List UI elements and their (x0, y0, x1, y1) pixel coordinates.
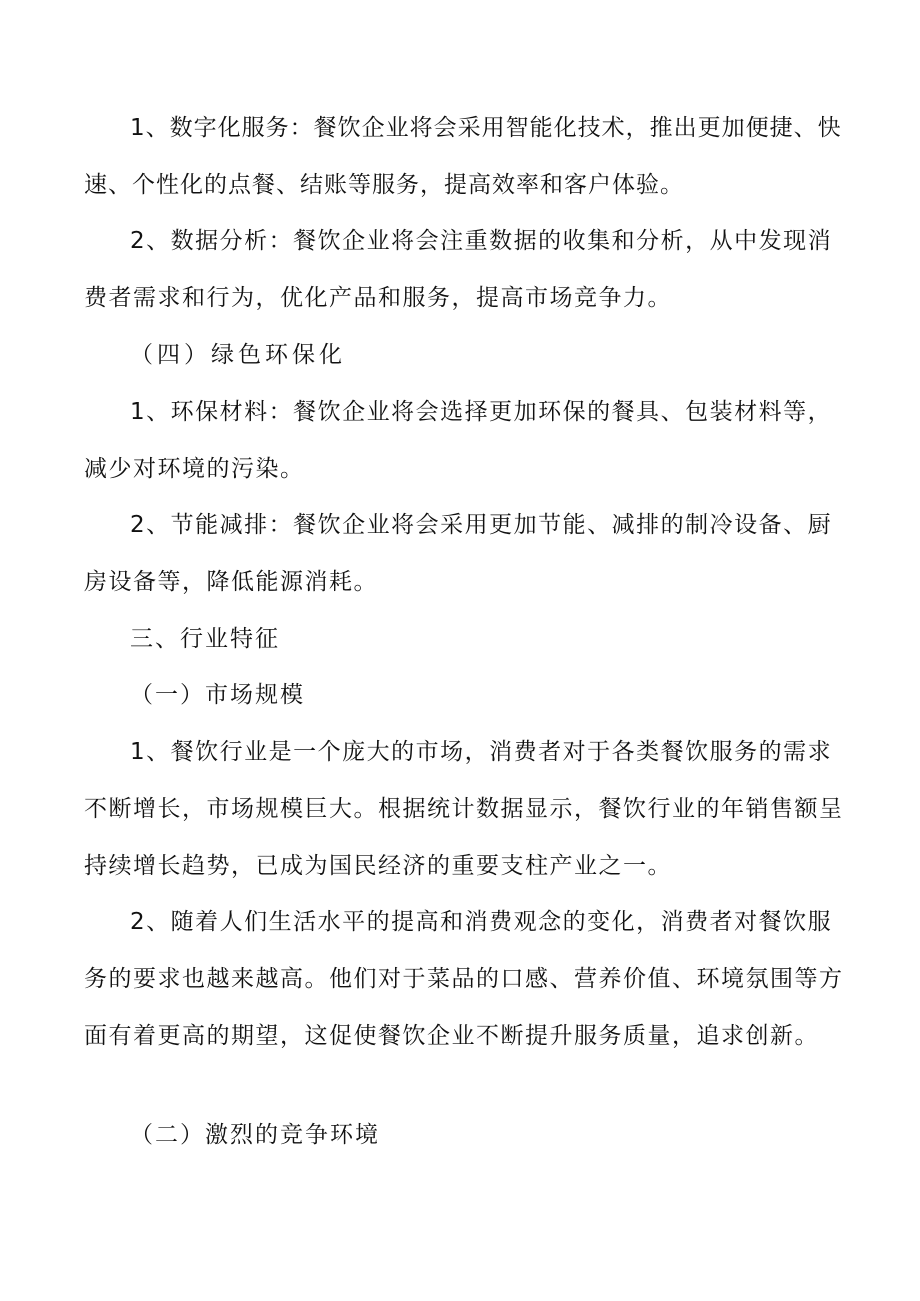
section-heading-industry-features: 三、行业特征 (130, 626, 280, 652)
paragraph-data-analysis: 2、数据分析：餐饮企业将会注重数据的收集和分析，从中发现消费者需求和行为，优化产品和服务，提高市场竞争力。 (84, 228, 833, 311)
paragraph-energy-saving: 2、节能减排：餐饮企业将会采用更加节能、减排的制冷设备、厨房设备等，降低能源消耗。 (84, 512, 833, 595)
paragraph-eco-materials: 1、环保材料：餐饮企业将会选择更加环保的餐具、包装材料等，减少对环境的污染。 (84, 399, 833, 482)
paragraph-market-huge: 1、餐饮行业是一个庞大的市场，消费者对于各类餐饮服务的需求不断增长，市场规模巨大。根据统计数据显示，餐饮行业的年销售额呈持续增长趋势，已成为国民经济的重要支柱产业之一。 (84, 739, 844, 879)
subheading-fierce-competition: （二）激烈的竞争环境 (130, 1122, 380, 1148)
subheading-market-size: （一）市场规模 (130, 682, 305, 708)
paragraph-digital-service: 1、数字化服务：餐饮企业将会采用智能化技术，推出更加便捷、快速、个性化的点餐、结账等服务，提高效率和客户体验。 (84, 115, 842, 198)
paragraph-rising-demands: 2、随着人们生活水平的提高和消费观念的变化，消费者对餐饮服务的要求也越来越高。他们对于菜品的口感、营养价值、环境氛围等方面有着更高的期望，这促使餐饮企业不断提升服务质量，追求创新。 (84, 909, 844, 1049)
subheading-green-environment: （四）绿色环保化 (130, 342, 346, 368)
